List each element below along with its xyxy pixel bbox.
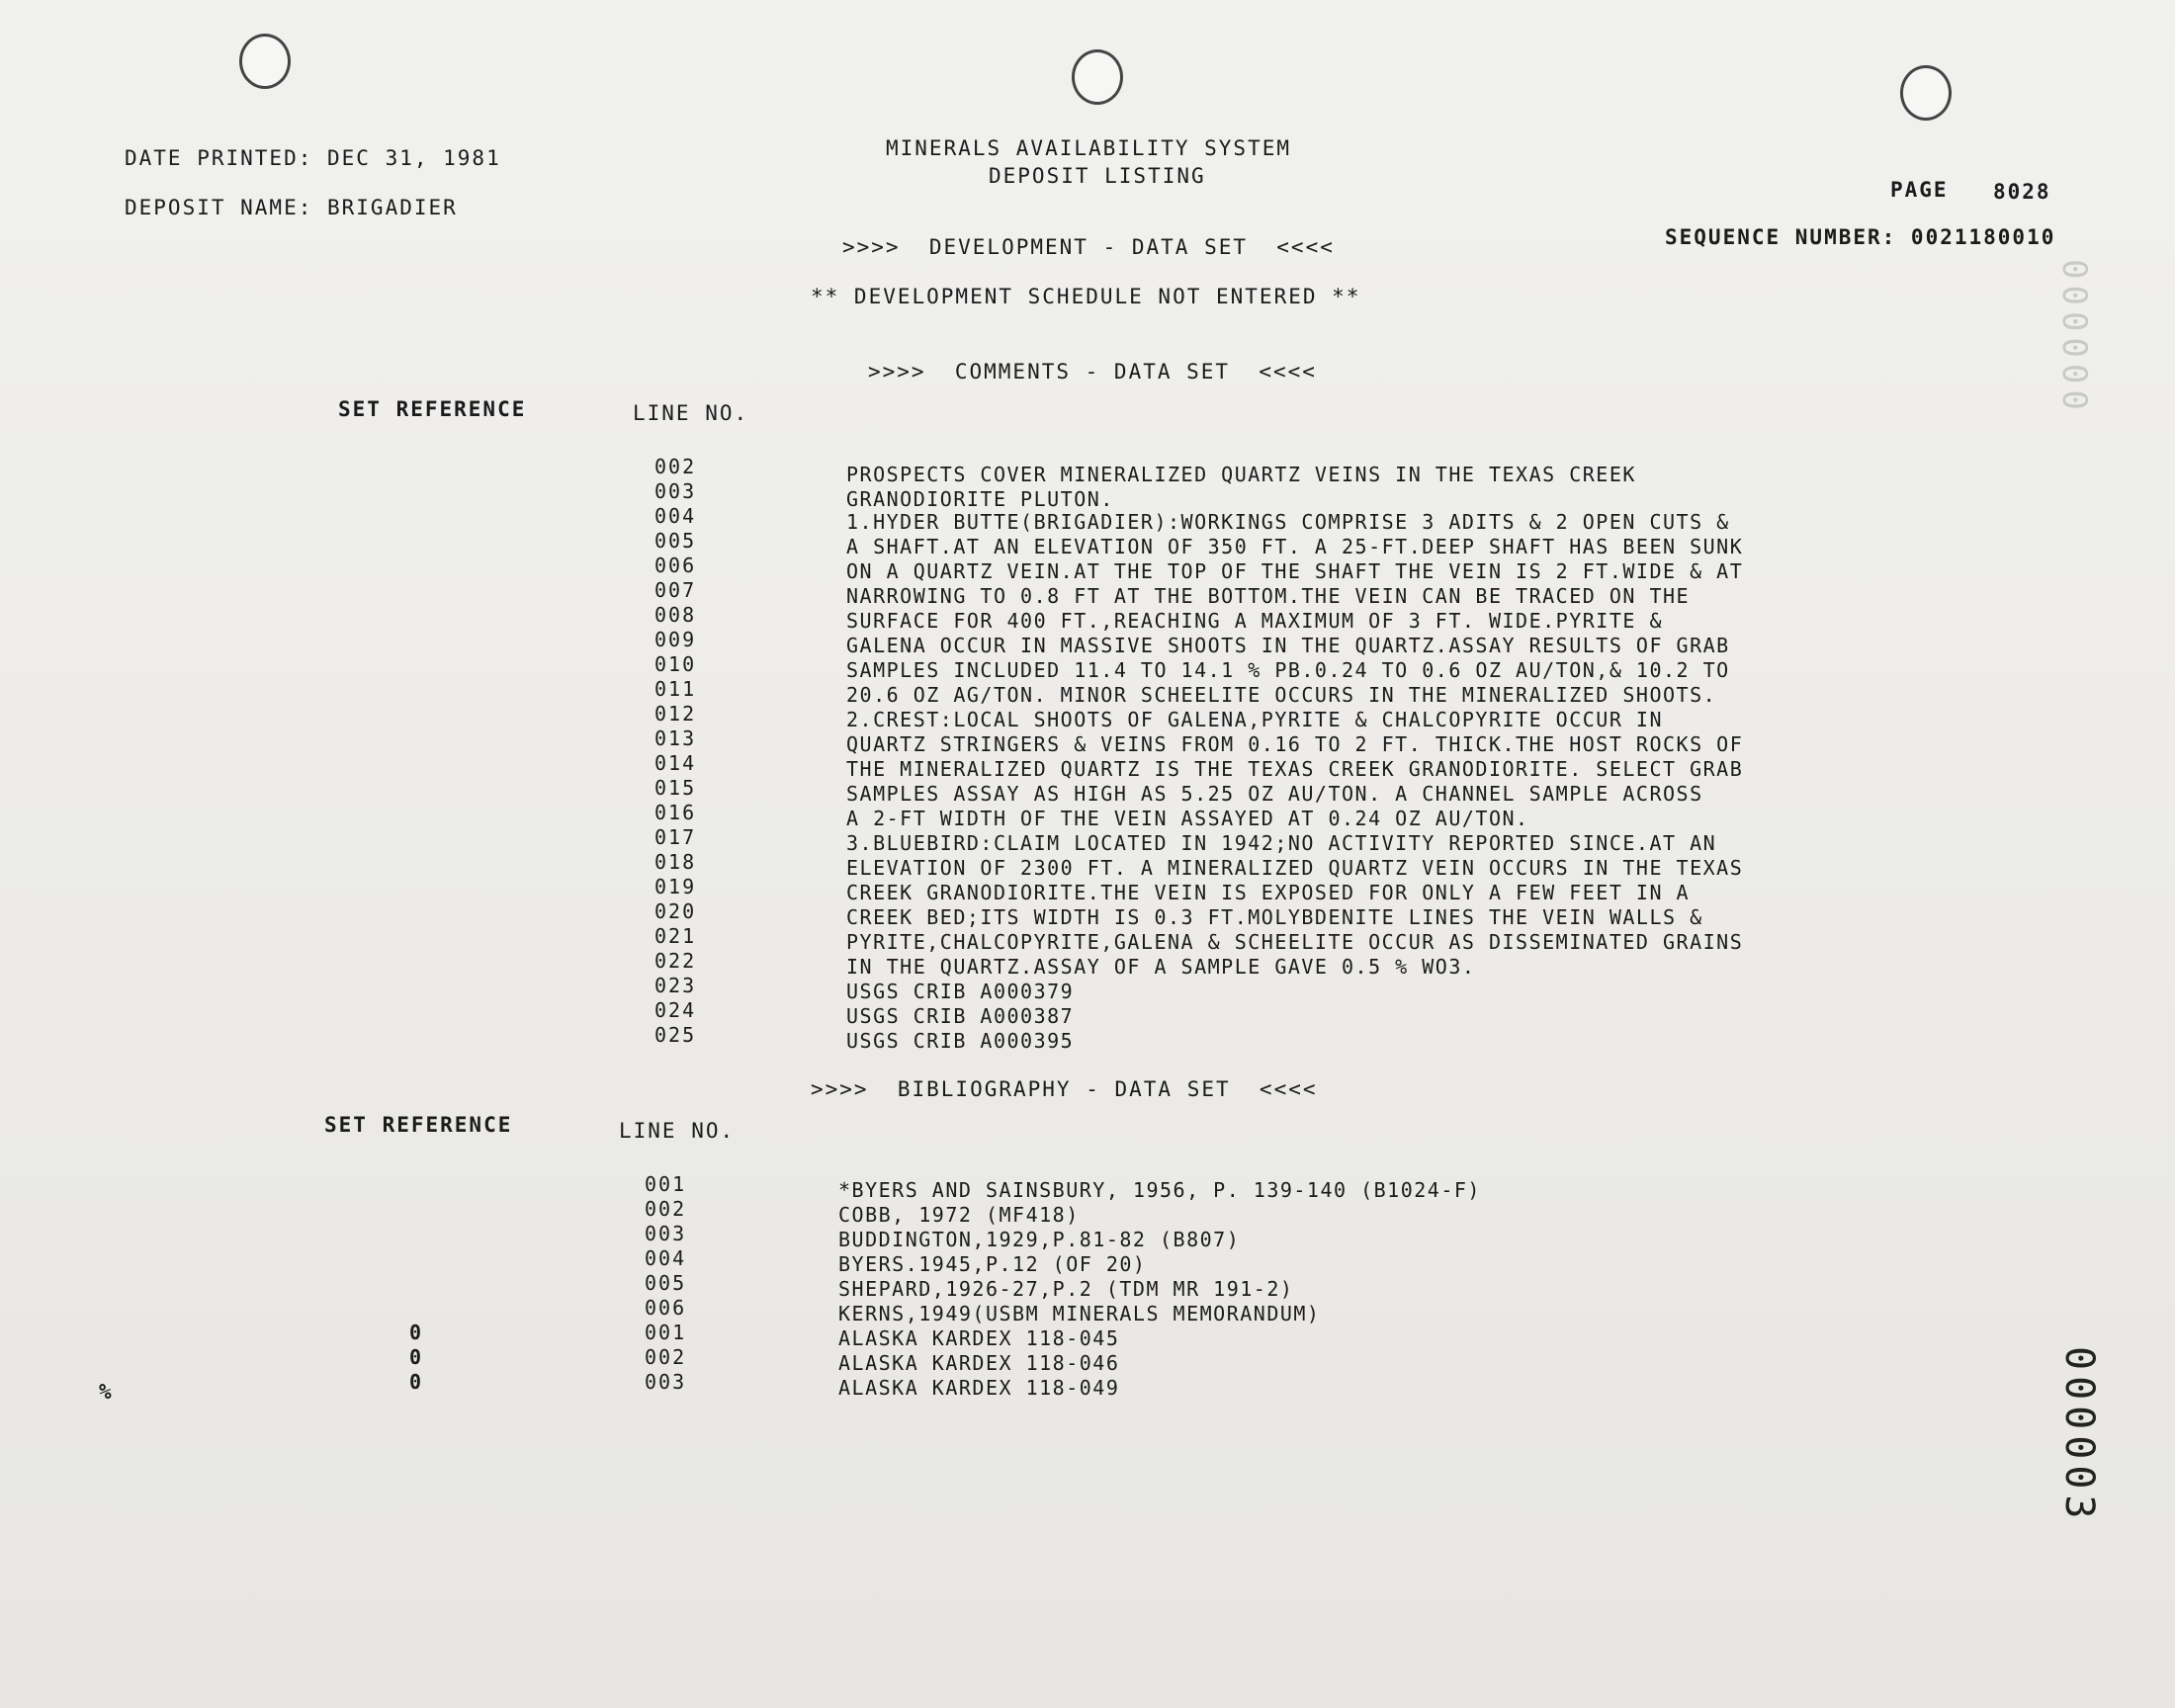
bibliography-text: ALASKA KARDEX 118-049	[838, 1376, 1120, 1400]
comment-line-number: 020	[654, 899, 697, 923]
bibliography-line-number: 002	[645, 1345, 687, 1369]
bibliography-row	[0, 1370, 2175, 1400]
sequence-number: SEQUENCE NUMBER: 0021180010	[1665, 225, 2056, 249]
comment-line-number: 004	[654, 504, 697, 528]
comment-line-number: 019	[654, 875, 697, 898]
comments-col-line-no: LINE NO.	[633, 401, 749, 425]
comment-text: A 2-FT WIDTH OF THE VEIN ASSAYED AT 0.24 OZ AU/TON.	[846, 807, 1529, 830]
bibliography-row	[0, 1172, 2175, 1202]
comment-line-number: 006	[654, 554, 697, 577]
bibliography-set-reference: 0	[408, 1370, 422, 1394]
bibliography-line-number: 003	[645, 1370, 687, 1394]
comment-row	[0, 652, 2175, 682]
deposit-name: DEPOSIT NAME: BRIGADIER	[125, 196, 458, 219]
comment-text: SURFACE FOR 400 FT.,REACHING A MAXIMUM OF 3 FT. WIDE.PYRITE &	[846, 609, 1664, 633]
comments-col-set-reference: SET REFERENCE	[338, 397, 527, 421]
comment-line-number: 014	[654, 751, 697, 775]
bibliography-row	[0, 1197, 2175, 1227]
comment-line-number: 002	[654, 455, 697, 478]
bibliography-row	[0, 1296, 2175, 1325]
stamp-right: 000003	[2056, 1346, 2102, 1525]
bibliography-line-number: 006	[645, 1296, 687, 1320]
bibliography-set-reference: 0	[408, 1345, 422, 1369]
comment-line-number: 012	[654, 702, 697, 726]
bibliography-set-reference: 0	[408, 1321, 422, 1344]
comment-text: THE MINERALIZED QUARTZ IS THE TEXAS CREEK GRANODIORITE. SELECT GRAB	[846, 757, 1744, 781]
comment-line-number: 023	[654, 974, 697, 997]
comment-text: GRANODIORITE PLUTON.	[846, 487, 1114, 511]
bibliography-heading: >>>> BIBLIOGRAPHY - DATA SET <<<<	[811, 1077, 1318, 1101]
punch-hole-left	[239, 34, 291, 89]
comment-text: IN THE QUARTZ.ASSAY OF A SAMPLE GAVE 0.5 % WO3.	[846, 955, 1476, 979]
comment-line-number: 018	[654, 850, 697, 874]
comment-text: USGS CRIB A000387	[846, 1004, 1075, 1028]
comment-row	[0, 875, 2175, 904]
comment-row	[0, 899, 2175, 929]
bibliography-line-number: 005	[645, 1271, 687, 1295]
comment-text: CREEK BED;ITS WIDTH IS 0.3 FT.MOLYBDENITE LINES THE VEIN WALLS &	[846, 905, 1703, 929]
comments-heading: >>>> COMMENTS - DATA SET <<<<	[868, 360, 1317, 384]
bibliography-row	[0, 1345, 2175, 1375]
stamp-right-faint: 000000	[2054, 259, 2094, 416]
bibliography-row	[0, 1222, 2175, 1251]
comment-text: 1.HYDER BUTTE(BRIGADIER):WORKINGS COMPRISE 3 ADITS & 2 OPEN CUTS &	[846, 510, 1730, 534]
development-heading: >>>> DEVELOPMENT - DATA SET <<<<	[842, 235, 1335, 259]
comment-text: ELEVATION OF 2300 FT. A MINERALIZED QUARTZ VEIN OCCURS IN THE TEXAS	[846, 856, 1744, 880]
comment-line-number: 022	[654, 949, 697, 973]
comment-text: 20.6 OZ AG/TON. MINOR SCHEELITE OCCURS IN THE MINERALIZED SHOOTS.	[846, 683, 1717, 707]
comment-line-number: 016	[654, 801, 697, 824]
bibliography-line-number: 004	[645, 1246, 687, 1270]
comment-text: ON A QUARTZ VEIN.AT THE TOP OF THE SHAFT THE VEIN IS 2 FT.WIDE & AT	[846, 559, 1744, 583]
comment-line-number: 015	[654, 776, 697, 800]
comment-line-number: 003	[654, 479, 697, 503]
comment-row	[0, 603, 2175, 633]
comment-row	[0, 801, 2175, 830]
comment-row	[0, 479, 2175, 511]
comment-text: GALENA OCCUR IN MASSIVE SHOOTS IN THE QUARTZ.ASSAY RESULTS OF GRAB	[846, 634, 1730, 657]
comment-row	[0, 578, 2175, 608]
punch-hole-center	[1072, 49, 1123, 105]
bibliography-text: *BYERS AND SAINSBURY, 1956, P. 139-140 (B1024-F)	[838, 1178, 1481, 1202]
comment-row	[0, 504, 2175, 534]
bibliography-line-number: 001	[645, 1172, 687, 1196]
comment-line-number: 007	[654, 578, 697, 602]
bibliography-text: BUDDINGTON,1929,P.81-82 (B807)	[838, 1228, 1241, 1251]
bibliography-col-line-no: LINE NO.	[619, 1119, 736, 1143]
comment-text: 3.BLUEBIRD:CLAIM LOCATED IN 1942;NO ACTIVITY REPORTED SINCE.AT AN	[846, 831, 1717, 855]
comment-row	[0, 825, 2175, 855]
comment-text: USGS CRIB A000395	[846, 1029, 1075, 1053]
comment-row	[0, 455, 2175, 486]
bibliography-row	[0, 1271, 2175, 1301]
bibliography-line-number: 003	[645, 1222, 687, 1245]
comment-row	[0, 726, 2175, 756]
bibliography-row	[0, 1321, 2175, 1350]
comment-text: PROSPECTS COVER MINERALIZED QUARTZ VEINS IN THE TEXAS CREEK	[846, 463, 1636, 486]
comment-row	[0, 776, 2175, 806]
percent-mark: %	[99, 1380, 114, 1404]
page-label: PAGE	[1890, 178, 1949, 202]
comment-line-number: 021	[654, 924, 697, 948]
comment-line-number: 005	[654, 529, 697, 553]
bibliography-text: COBB, 1972 (MF418)	[838, 1203, 1080, 1227]
bibliography-line-number: 001	[645, 1321, 687, 1344]
comment-row	[0, 974, 2175, 1003]
comment-row	[0, 751, 2175, 781]
comment-row	[0, 529, 2175, 558]
punch-hole-right	[1900, 65, 1952, 121]
development-note: ** DEVELOPMENT SCHEDULE NOT ENTERED **	[811, 285, 1361, 308]
comment-line-number: 009	[654, 628, 697, 651]
listing-title: DEPOSIT LISTING	[989, 164, 1206, 188]
comment-line-number: 013	[654, 726, 697, 750]
comment-text: USGS CRIB A000379	[846, 980, 1075, 1003]
comment-row	[0, 702, 2175, 731]
comment-line-number: 011	[654, 677, 697, 701]
bibliography-line-number: 002	[645, 1197, 687, 1221]
system-title: MINERALS AVAILABILITY SYSTEM	[886, 136, 1292, 160]
bibliography-text: BYERS.1945,P.12 (OF 20)	[838, 1252, 1147, 1276]
comment-row	[0, 1023, 2175, 1053]
comment-row	[0, 924, 2175, 954]
page-number: 8028	[1993, 180, 2051, 204]
bibliography-row	[0, 1246, 2175, 1276]
comment-line-number: 025	[654, 1023, 697, 1047]
bibliography-text: ALASKA KARDEX 118-045	[838, 1326, 1120, 1350]
bibliography-col-set-reference: SET REFERENCE	[324, 1113, 513, 1137]
date-printed: DATE PRINTED: DEC 31, 1981	[125, 146, 501, 170]
bibliography-text: ALASKA KARDEX 118-046	[838, 1351, 1120, 1375]
comment-text: CREEK GRANODIORITE.THE VEIN IS EXPOSED FOR ONLY A FEW FEET IN A	[846, 881, 1691, 904]
bibliography-text: KERNS,1949(USBM MINERALS MEMORANDUM)	[838, 1302, 1321, 1325]
comment-text: QUARTZ STRINGERS & VEINS FROM 0.16 TO 2 FT. THICK.THE HOST ROCKS OF	[846, 732, 1744, 756]
comment-row	[0, 554, 2175, 583]
comment-text: PYRITE,CHALCOPYRITE,GALENA & SCHEELITE OCCUR AS DISSEMINATED GRAINS	[846, 930, 1744, 954]
comment-text: SAMPLES INCLUDED 11.4 TO 14.1 % PB.0.24 TO 0.6 OZ AU/TON,& 10.2 TO	[846, 658, 1730, 682]
bibliography-text: SHEPARD,1926-27,P.2 (TDM MR 191-2)	[838, 1277, 1294, 1301]
comment-row	[0, 998, 2175, 1028]
comment-line-number: 024	[654, 998, 697, 1022]
comment-text: A SHAFT.AT AN ELEVATION OF 350 FT. A 25-FT.DEEP SHAFT HAS BEEN SUNK	[846, 535, 1744, 558]
comment-text: SAMPLES ASSAY AS HIGH AS 5.25 OZ AU/TON. A CHANNEL SAMPLE ACROSS	[846, 782, 1703, 806]
comment-line-number: 017	[654, 825, 697, 849]
comment-row	[0, 677, 2175, 707]
comment-line-number: 008	[654, 603, 697, 627]
comment-line-number: 010	[654, 652, 697, 676]
comment-row	[0, 949, 2175, 979]
comment-row	[0, 850, 2175, 880]
comment-text: 2.CREST:LOCAL SHOOTS OF GALENA,PYRITE & CHALCOPYRITE OCCUR IN	[846, 708, 1664, 731]
comment-row	[0, 628, 2175, 657]
comment-text: NARROWING TO 0.8 FT AT THE BOTTOM.THE VEIN CAN BE TRACED ON THE	[846, 584, 1691, 608]
